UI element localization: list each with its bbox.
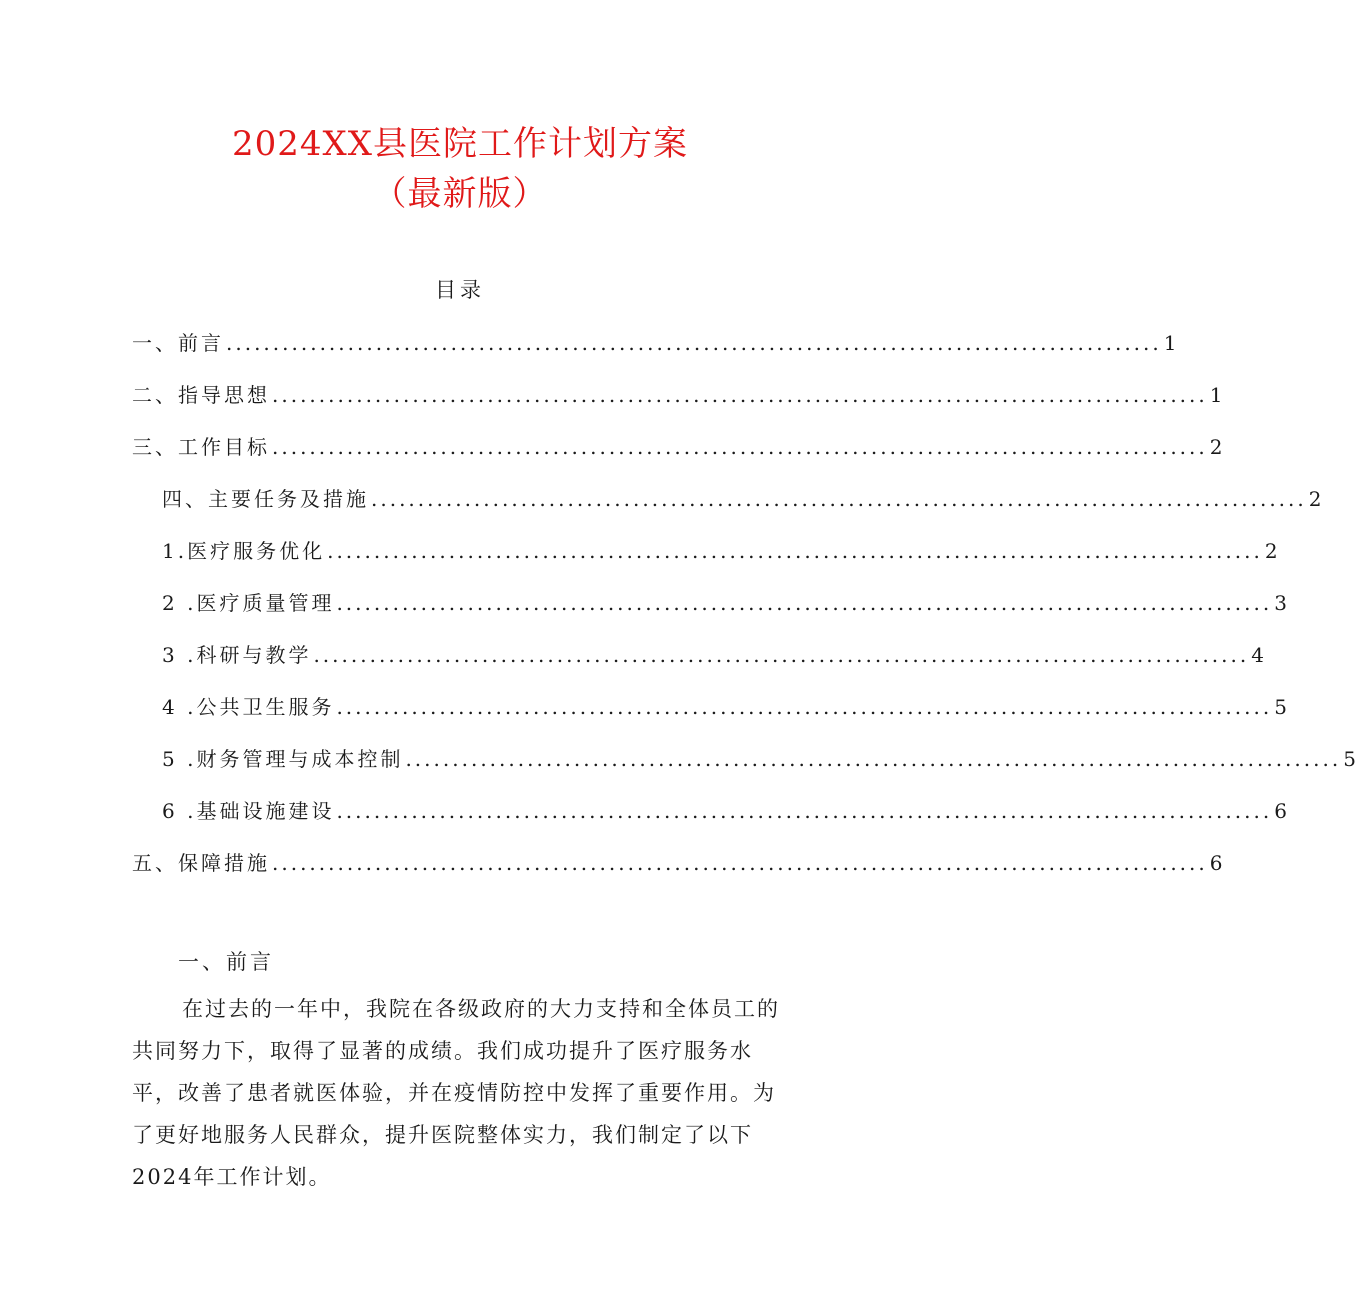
toc-item[interactable] [162, 640, 1264, 670]
toc-leader-dots: .................................................................................................... [272, 435, 1208, 459]
toc-item-page: 3 [1274, 591, 1287, 615]
toc-leader-dots: .................................................................................................... [327, 539, 1263, 563]
toc-item-label: 3 .科研与教学 [162, 643, 312, 667]
toc-item-page: 6 [1209, 851, 1223, 875]
body-paragraph: 在过去的一年中，我院在各级政府的大力支持和全体员工的共同努力下，取得了显著的成绩。我们成功提升了医疗服务水平，改善了患者就医体验，并在疫情防控中发挥了重要作用。为了更好地服务人民群众，提升医院整体实力，我们制定了以下2024年工作计划。 [132, 997, 780, 1189]
toc-item-label: 二、指导思想 [132, 383, 270, 407]
toc-item-label: 三、工作目标 [132, 435, 270, 459]
toc-item-page: 1 [1209, 383, 1223, 407]
toc-item-page: 5 [1343, 747, 1356, 771]
toc-item-page: 5 [1274, 695, 1287, 719]
toc-item-page: 4 [1251, 643, 1264, 667]
toc-item-page: 2 [1209, 435, 1223, 459]
toc-item[interactable] [162, 692, 1287, 722]
toc-leader-dots: .................................................................................................... [272, 851, 1208, 875]
toc-item-label: 2 .医疗质量管理 [162, 591, 335, 615]
toc-item-page: 2 [1308, 487, 1322, 511]
toc-leader-dots: .................................................................................................... [226, 331, 1162, 355]
toc-leader-dots: .................................................................................................... [336, 799, 1273, 823]
toc-item[interactable] [132, 380, 1223, 410]
document-subtitle: （最新版） [372, 174, 548, 214]
toc-item[interactable] [132, 328, 1177, 358]
toc-leader-dots: .................................................................................................... [405, 747, 1342, 771]
toc-item-label: 6 .基础设施建设 [162, 799, 335, 823]
toc-item-page: 1 [1163, 331, 1177, 355]
toc-item-label: 五、保障措施 [132, 851, 270, 875]
toc-item-label: 5 .财务管理与成本控制 [162, 747, 404, 771]
toc-item-label: 4 .公共卫生服务 [162, 695, 335, 719]
toc-item[interactable] [162, 796, 1287, 826]
toc-item[interactable] [162, 588, 1287, 618]
toc-leader-dots: .................................................................................................... [371, 487, 1307, 511]
toc-leader-dots: .................................................................................................... [272, 383, 1208, 407]
toc-item-label: 一、前言 [132, 331, 224, 355]
toc-leader-dots: .................................................................................................... [313, 643, 1250, 667]
toc-leader-dots: .................................................................................................... [336, 695, 1273, 719]
toc-heading: 目录 [435, 278, 485, 302]
toc-item-label: 1.医疗服务优化 [162, 539, 326, 563]
toc-leader-dots: .................................................................................................... [336, 591, 1273, 615]
toc-item[interactable] [132, 432, 1223, 462]
toc-item-page: 6 [1274, 799, 1287, 823]
toc-item[interactable] [132, 848, 1223, 878]
section-heading: 一、前言 [178, 950, 274, 974]
toc-item-label: 四、主要任务及措施 [162, 487, 369, 511]
toc-item[interactable] [162, 484, 1322, 514]
document-title: 2024XX县医院工作计划方案 [232, 124, 688, 164]
toc-item-page: 2 [1264, 539, 1278, 563]
toc-item[interactable] [162, 536, 1278, 566]
toc-item[interactable] [162, 744, 1356, 774]
